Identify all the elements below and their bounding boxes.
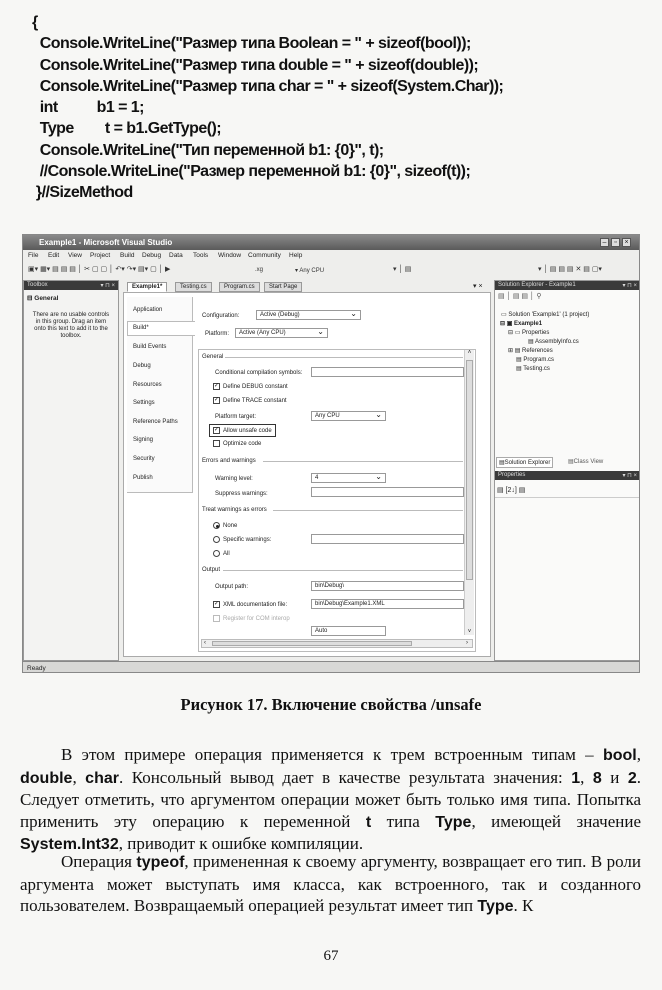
cond-symbols-label: Conditional compilation symbols: [215, 370, 303, 376]
radio-selected[interactable] [213, 522, 220, 529]
warning-level-label: Warning level: [215, 476, 253, 482]
tree-label: Example1 [514, 321, 543, 327]
tree-properties[interactable]: ⊟ ▭ Properties [508, 330, 550, 336]
menu-view[interactable]: View [68, 252, 82, 259]
errors-heading: Errors and warnings [202, 458, 256, 464]
code-term: System.Int32 [20, 836, 119, 854]
com-interop-label: Register for COM interop [223, 616, 290, 623]
restore-button[interactable]: ▫ [611, 238, 620, 247]
menu-debug[interactable]: Debug [142, 252, 162, 259]
checkbox-checked[interactable]: ✓ [214, 601, 220, 607]
tree-label: Solution 'Example1' (1 project) [508, 312, 590, 318]
code-term: 1 [571, 769, 581, 787]
configuration-dropdown[interactable]: Active (Debug) ⌄ [256, 310, 361, 320]
radio-all-label: All [223, 551, 230, 558]
tree-label: Properties [522, 330, 550, 336]
checkbox-checked[interactable]: ✓ [214, 427, 220, 433]
tab-program[interactable]: Program.cs [219, 282, 260, 292]
warning-level-dropdown[interactable]: 4 ⌄ [311, 473, 386, 483]
nav-reference-paths[interactable]: Reference Paths [133, 419, 178, 425]
code-term: double [20, 769, 73, 787]
code-term: 2 [627, 769, 637, 787]
toolbar-icons-3[interactable]: ▾ │ ▤ ▤ ▤ ✕ ▤ ▢▾ [538, 266, 602, 273]
tab-label: Solution Explorer [504, 460, 551, 466]
code-term: bool [602, 747, 637, 764]
define-debug-checkbox[interactable] [213, 383, 288, 390]
nav-publish[interactable]: Publish [133, 475, 153, 481]
specific-warnings-input[interactable] [311, 534, 464, 544]
radio-unselected[interactable] [213, 550, 220, 557]
menu-tools[interactable]: Tools [193, 252, 209, 259]
properties-header [495, 471, 640, 480]
code-term: char [85, 769, 119, 787]
panel-controls-icon[interactable]: ▾ ⊓ × [100, 283, 115, 289]
text: , примененная к своему аргументу, возвращает его тип. В роли аргумента может выступать имя класса, как встроенного, так и созданного пользователем. Возвращаемый операцией результат имеет тип [20, 852, 641, 916]
properties-title: Properties [498, 472, 526, 478]
tab-example1[interactable]: Example1* [127, 282, 167, 292]
text: . Консольный вывод дает в качестве результата значения: [118, 767, 572, 787]
nav-resources[interactable]: Resources [133, 382, 162, 388]
toolbox-title: Toolbox [27, 282, 48, 288]
code-line: Console.WriteLine("Размер типа Boolean = " + sizeof(bool)); [32, 35, 471, 53]
solution-toolbar[interactable]: ▤ │ ▤ ▤ │ ⚲ [498, 293, 542, 300]
solution-platform-dropdown[interactable]: ▾ Any CPU [295, 268, 325, 274]
platform-target-label: Platform target: [215, 414, 257, 420]
toolbar-icons[interactable]: ▣▾ ▦▾ ▤ ▤ ▤ │ ✂ ▢ ▢ │ ↶▾ ↷▾ ▤▾ ▢ │ ▶ [28, 266, 171, 273]
divider [263, 461, 463, 462]
hscroll-thumb[interactable] [212, 641, 412, 646]
suppress-input[interactable] [311, 487, 464, 497]
toolbar-icons-2[interactable]: ▾ │ ▤ [393, 266, 412, 273]
solution-explorer-header [495, 281, 640, 290]
properties-toolbar[interactable]: ▤ [2↓] ▤ [497, 487, 526, 494]
radio-none-label: None [223, 523, 238, 530]
nav-settings[interactable]: Settings [133, 400, 155, 406]
vertical-scrollbar[interactable]: ˄ ˅ [464, 350, 474, 635]
configuration-label: Configuration: [202, 313, 240, 319]
treat-heading: Treat warnings as errors [202, 507, 267, 513]
tree-assemblyinfo[interactable]: ▤ AssemblyInfo.cs [528, 339, 579, 345]
tree-testing[interactable]: ▤ Testing.cs [516, 366, 550, 372]
com-interop-checkbox[interactable] [213, 615, 290, 622]
text: , имеющей значение [471, 811, 641, 831]
optimize-checkbox[interactable] [213, 440, 261, 447]
code-line: int b1 = 1; [32, 99, 144, 117]
define-debug-label: Define DEBUG constant [223, 384, 288, 391]
define-trace-label: Define TRACE constant [223, 398, 287, 405]
nav-application[interactable]: Application [133, 307, 163, 313]
horizontal-scrollbar[interactable]: ‹ › [201, 639, 473, 648]
text: и [601, 767, 628, 787]
tree-references[interactable]: ⊞ ▤ References [508, 348, 553, 354]
code-term: Type [477, 898, 514, 916]
cond-symbols-input[interactable] [311, 367, 464, 377]
minimize-button[interactable]: – [600, 238, 609, 247]
text: . Следует отметить, что аргументом операции может быть только имя типа. Попытка применить эту операцию к переменной [20, 767, 642, 831]
tree-label: References [522, 348, 553, 354]
xml-doc-input[interactable]: bin\Debug\Example1.XML [311, 599, 464, 609]
menu-data[interactable]: Data [169, 252, 183, 259]
code-line: Type t = b1.GetType(); [32, 120, 222, 138]
tree-label: Testing.cs [523, 366, 550, 372]
panel-controls-icon[interactable]: ▾ ⊓ × [622, 473, 637, 479]
menu-file[interactable]: File [28, 252, 39, 259]
output-path-input[interactable]: bin\Debug\ [311, 581, 464, 591]
output-heading: Output [202, 567, 221, 573]
output-path-label: Output path: [215, 584, 249, 590]
vs-screenshot [22, 234, 640, 673]
tree-label: Program.cs [523, 357, 555, 363]
toolbox-panel [23, 280, 119, 661]
tab-solution-explorer[interactable]: ▤Solution Explorer [496, 457, 553, 468]
code-line: //Console.WriteLine("Размер переменной b1: {0}", sizeof(t)); [32, 163, 471, 181]
checkbox-checked[interactable]: ✓ [214, 383, 220, 389]
status-bar [23, 661, 640, 673]
close-document-icon[interactable]: ▾ × [473, 283, 483, 290]
text: типа [371, 811, 436, 831]
toolbox-group[interactable]: ⊟ General [27, 295, 59, 302]
menu-community[interactable]: Community [248, 252, 281, 259]
toolbox-group-label: General [34, 295, 59, 302]
code-listing [32, 12, 503, 204]
divider [495, 497, 640, 498]
text: , приводит к ошибке компиляции. [118, 834, 364, 854]
tab-start-page[interactable]: Start Page [264, 282, 302, 292]
xml-doc-label: XML documentation file: [223, 602, 288, 609]
code-term: typeof [136, 854, 185, 871]
suppress-label: Suppress warnings: [215, 491, 268, 497]
solution-explorer-title: Solution Explorer - Example1 [498, 282, 576, 288]
tree-project[interactable]: ⊟ ▣ Example1 [500, 321, 543, 327]
code-line: }//SizeMethod [32, 184, 133, 202]
allow-unsafe-label: Allow unsafe code [223, 428, 272, 435]
paragraph-2 [20, 851, 641, 918]
text: . К [513, 896, 534, 916]
radio-none[interactable] [213, 522, 237, 529]
code-term: t [365, 813, 372, 831]
platform-target-dropdown[interactable]: Any CPU ⌄ [311, 411, 386, 421]
scrollbar-thumb[interactable] [466, 360, 473, 580]
nav-build-events[interactable]: Build Events [133, 344, 167, 350]
platform-dropdown[interactable]: Active (Any CPU) ⌄ [235, 328, 328, 338]
menu-help[interactable]: Help [289, 252, 303, 259]
menu-project[interactable]: Project [90, 252, 111, 259]
tab-testing[interactable]: Testing.cs [175, 282, 212, 292]
radio-unselected[interactable] [213, 536, 220, 543]
code-line: Console.WriteLine("Тип переменной b1: {0}", t); [32, 141, 384, 159]
menu-build[interactable]: Build [120, 252, 135, 259]
code-term: 8 [592, 769, 602, 787]
text: В этом примере операция применяется к трем встроенным типам – [61, 745, 603, 764]
xml-doc-checkbox[interactable] [213, 601, 287, 608]
general-heading: General [202, 354, 224, 360]
window-title: Example1 - Microsoft Visual Studio [39, 238, 173, 247]
toolbox-empty-text: There are no usable controls in this group. Drag an item onto this text to add it to the toolbox. [32, 312, 110, 339]
tree-label: AssemblyInfo.cs [535, 339, 579, 345]
nav-signing[interactable]: Signing [133, 437, 154, 443]
code-line: Console.WriteLine("Размер типа double = " + sizeof(double)); [32, 56, 479, 74]
tab-class-view[interactable]: ▤Class View [568, 459, 604, 465]
divider [223, 570, 463, 571]
status-text: Ready [27, 665, 46, 672]
toolbar-misc[interactable]: .xg [255, 267, 264, 273]
panel-controls-icon[interactable]: ▾ ⊓ × [622, 283, 637, 289]
checkbox-disabled[interactable] [213, 615, 220, 622]
text: Операция [61, 852, 137, 871]
tree-program[interactable]: ▤ Program.cs [516, 357, 555, 363]
page-number: 67 [323, 948, 339, 964]
nav-build[interactable]: Build* [133, 325, 149, 331]
optimize-label: Optimize code [223, 441, 262, 448]
allow-unsafe-checkbox[interactable] [209, 424, 276, 437]
radio-all[interactable] [213, 550, 230, 557]
divider [225, 357, 463, 358]
platform-value: Any CPU [299, 268, 325, 274]
define-trace-checkbox[interactable] [213, 397, 287, 404]
close-button[interactable]: × [622, 238, 631, 247]
nav-debug[interactable]: Debug [133, 363, 151, 369]
tree-solution[interactable]: ▭ Solution 'Example1' (1 project) [501, 312, 590, 318]
paragraph-1 [20, 744, 641, 856]
nav-security[interactable]: Security [133, 456, 155, 462]
platform-label: Platform: [205, 331, 230, 337]
toolbox-header [24, 281, 118, 290]
tab-label: Class View [573, 459, 604, 465]
divider [273, 510, 463, 511]
checkbox-unchecked[interactable] [213, 440, 220, 447]
code-line: { [32, 14, 38, 31]
text: , [72, 767, 86, 787]
code-term: Type [435, 813, 472, 831]
checkbox-checked[interactable]: ✓ [214, 397, 220, 403]
radio-specific[interactable] [213, 536, 271, 543]
radio-specific-label: Specific warnings: [223, 537, 272, 544]
title-bar [23, 235, 640, 250]
menu-window[interactable]: Window [218, 252, 242, 259]
auto-dropdown[interactable]: Auto [311, 626, 386, 636]
menu-edit[interactable]: Edit [48, 252, 60, 259]
code-line: Console.WriteLine("Размер типа char = " + sizeof(System.Char)); [32, 77, 504, 95]
text: , [580, 767, 593, 787]
text: , [636, 745, 641, 764]
figure-caption: Рисунок 17. Включение свойства /unsafe [180, 695, 482, 714]
